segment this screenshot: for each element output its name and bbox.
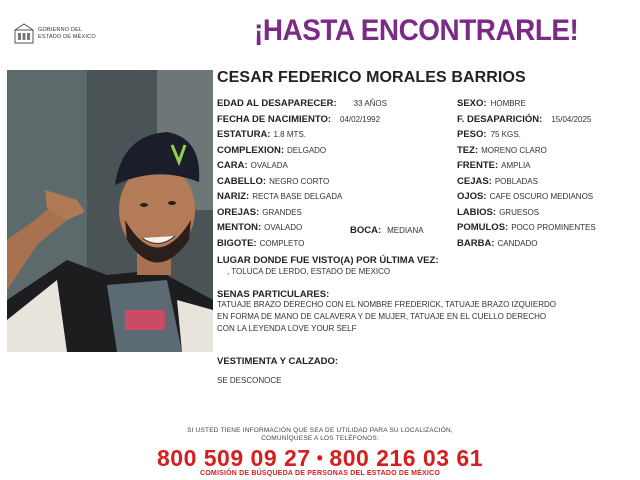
orejas-label: OREJAS: xyxy=(217,207,260,218)
attr-barba xyxy=(457,235,537,250)
attr-menton xyxy=(217,219,302,234)
complexion-value: DELGADO xyxy=(287,146,327,155)
peso-label: PESO: xyxy=(457,129,487,140)
boca-value: MEDIANA xyxy=(387,226,424,235)
nariz-label: NARIZ: xyxy=(217,191,250,202)
menton-label: MENTON: xyxy=(217,222,262,233)
senas-line-2: EN FORMA DE MANO DE CALAVERA Y DE MUJER, TATUAJE EN EL CUELLO DERECHO xyxy=(217,312,547,321)
fnac-label: FECHA DE NACIMIENTO: xyxy=(217,114,331,125)
attr-tez xyxy=(457,142,547,157)
attr-bigote xyxy=(217,235,304,250)
fdes-value: 15/04/2025 xyxy=(551,115,592,124)
edad-value: 33 AÑOS xyxy=(353,99,387,108)
pomulos-value: POCO PROMINENTES xyxy=(511,223,596,232)
phone-1[interactable]: 800 509 09 27 xyxy=(157,445,311,471)
edad-label: EDAD AL DESAPARECER: xyxy=(217,98,337,109)
attr-labios xyxy=(457,204,539,219)
attr-complexion xyxy=(217,142,326,157)
bigote-value: COMPLETO xyxy=(259,239,305,248)
frente-label: FRENTE: xyxy=(457,160,499,171)
estatura-value: 1.8 MTS. xyxy=(273,130,306,139)
sexo-value: HOMBRE xyxy=(490,99,526,108)
attr-cabello xyxy=(217,173,329,188)
tez-value: MORENO CLARO xyxy=(481,146,547,155)
phone-2[interactable]: 800 216 03 61 xyxy=(329,445,483,471)
vestimenta-value: SE DESCONOCE xyxy=(217,376,282,385)
labios-label: LABIOS: xyxy=(457,207,497,218)
person-name: CESAR FEDERICO MORALES BARRIOS xyxy=(217,69,526,86)
cabello-value: NEGRO CORTO xyxy=(269,177,330,186)
phone-numbers xyxy=(0,445,640,472)
orejas-value: GRANDES xyxy=(262,208,302,217)
attr-estatura xyxy=(217,126,306,141)
attr-pomulos xyxy=(457,219,596,234)
estatura-label: ESTATURA: xyxy=(217,129,271,140)
attr-ojos xyxy=(457,188,593,203)
cabello-label: CABELLO: xyxy=(217,176,267,187)
attr-fnac xyxy=(217,111,380,126)
logo-line-1: GOBIERNO DEL xyxy=(38,27,83,33)
barba-label: BARBA: xyxy=(457,238,495,249)
attr-orejas xyxy=(217,204,302,219)
attr-cara xyxy=(217,157,288,172)
ojos-label: OJOS: xyxy=(457,191,487,202)
senas-line-3: CON LA LEYENDA LOVE YOUR SELF xyxy=(217,324,357,333)
coat-of-arms-icon xyxy=(12,22,36,46)
logo-text xyxy=(38,27,96,41)
footer-info-line-1: SI USTED TIENE INFORMACIÓN QUE SEA DE UTILIDAD PARA SU LOCALIZACIÓN, xyxy=(187,427,453,434)
sexo-label: SEXO: xyxy=(457,98,487,109)
frente-value: AMPLIA xyxy=(501,161,531,170)
attr-frente xyxy=(457,157,531,172)
government-logo xyxy=(12,22,122,48)
ojos-value: CAFE OSCURO MEDIANOS xyxy=(489,192,594,201)
attr-cejas xyxy=(457,173,538,188)
senas-line-1: TATUAJE BRAZO DERECHO CON EL NOMBRE FREDERICK, TATUAJE BRAZO IZQUIERDO xyxy=(217,300,556,309)
labios-value: GRUESOS xyxy=(499,208,540,217)
complexion-label: COMPLEXION: xyxy=(217,145,285,156)
phone-separator: • xyxy=(316,448,324,468)
vestimenta-label: VESTIMENTA Y CALZADO: xyxy=(217,356,339,367)
nariz-value: RECTA BASE DELGADA xyxy=(252,192,343,201)
comision-name: COMISIÓN DE BÚSQUEDA DE PERSONAS DEL ESTADO DE MÉXICO xyxy=(200,470,440,477)
attr-fdes xyxy=(457,111,591,126)
menton-value: OVALADO xyxy=(264,223,303,232)
footer-info-line-2: COMUNÍQUESE A LOS TELÉFONOS: xyxy=(261,435,379,442)
person-photo-illustration xyxy=(7,70,213,352)
senas-label: SENAS PARTICULARES: xyxy=(217,289,330,300)
last-seen-value: , TOLUCA DE LERDO, ESTADO DE MEXICO xyxy=(227,267,391,276)
headline: ¡HASTA ENCONTRARLE! xyxy=(254,14,579,47)
attr-peso xyxy=(457,126,521,141)
cejas-value: POBLADAS xyxy=(494,177,538,186)
cara-value: OVALADA xyxy=(250,161,288,170)
boca-label: BOCA: xyxy=(350,225,382,236)
peso-value: 75 KGS. xyxy=(490,130,521,139)
pomulos-label: POMULOS: xyxy=(457,222,509,233)
barba-value: CANDADO xyxy=(497,239,538,248)
cara-label: CARA: xyxy=(217,160,248,171)
fdes-label: F. DESAPARICIÓN: xyxy=(457,114,543,125)
attr-nariz xyxy=(217,188,342,203)
last-seen-label: LUGAR DONDE FUE VISTO(A) POR ÚLTIMA VEZ: xyxy=(217,255,439,266)
cejas-label: CEJAS: xyxy=(457,176,492,187)
logo-line-2: ESTADO DE MÉXICO xyxy=(38,34,96,40)
attr-boca xyxy=(350,222,424,237)
tez-label: TEZ: xyxy=(457,145,479,156)
bigote-label: BIGOTE: xyxy=(217,238,257,249)
attr-edad xyxy=(217,95,387,110)
person-photo xyxy=(7,70,213,352)
attr-sexo xyxy=(457,95,526,110)
fnac-value: 04/02/1992 xyxy=(340,115,381,124)
